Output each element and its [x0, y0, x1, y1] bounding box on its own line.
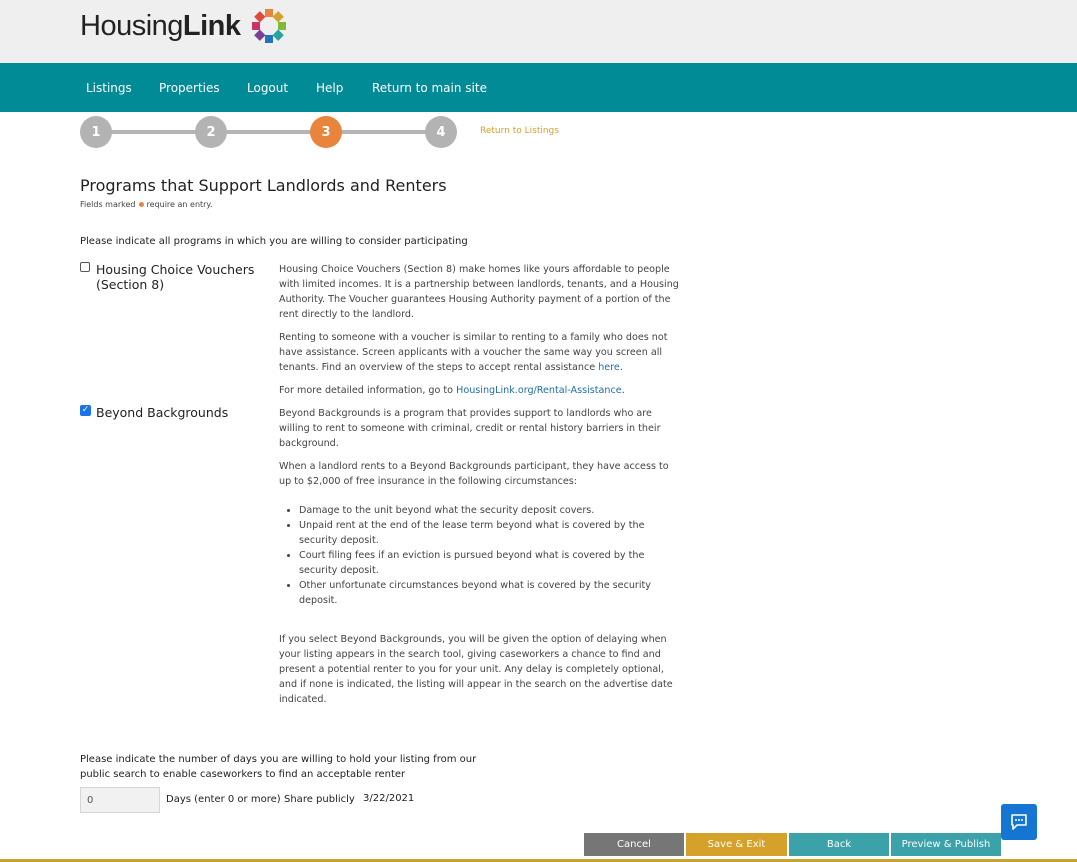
hold-days-question: Please indicate the number of days you are willing to hold your listing from our public search to enable caseworkers to find an acceptable renter: [80, 754, 477, 780]
step-4[interactable]: 4: [425, 116, 457, 148]
progress-stepper: [80, 115, 460, 149]
back-button[interactable]: Back: [789, 833, 889, 856]
step-1[interactable]: 1: [80, 116, 112, 148]
nav-return-main-site[interactable]: Return to main site: [372, 81, 487, 95]
chat-bubble-icon: [1010, 813, 1028, 831]
flower-logo-icon: [249, 6, 289, 46]
step-3-current[interactable]: 3: [310, 116, 342, 148]
bb-closing: If you select Beyond Backgrounds, you will be given the option of delaying when your listing appears in the search tool, giving caseworkers a chance to find and present a potential renter to you for your unit. Any delay is completely optional, and if none is indicated, the listing will appear in the search on the advertise date indicated.: [279, 634, 673, 705]
nav-listings[interactable]: Listings: [86, 81, 132, 95]
days-label: Days (enter 0 or more): [166, 794, 281, 805]
page-title: Programs that Support Landlords and Renters: [80, 176, 447, 195]
checkmark-icon: ✓: [81, 405, 90, 415]
bb-coverage-list: [299, 503, 679, 608]
required-fields-note: [80, 200, 213, 209]
hcv-more-info: For more detailed information, go to HousingLink.org/Rental-Assistance.: [279, 385, 625, 396]
programs-instruction: Please indicate all programs in which you are willing to consider participating: [80, 236, 468, 247]
list-item: • Damage to the unit beyond what the security deposit covers.: [299, 503, 679, 518]
beyond-backgrounds-checkbox[interactable]: [80, 405, 91, 416]
required-note-prefix: Fields marked: [80, 200, 136, 209]
housinglink-logo[interactable]: [80, 6, 289, 46]
save-exit-button[interactable]: Save & Exit: [686, 833, 787, 856]
hcv-checkbox[interactable]: [80, 262, 91, 273]
hcv-label[interactable]: Housing Choice Vouchers (Section 8): [96, 262, 255, 292]
list-item: • Other unfortunate circumstances beyond what is covered by the security deposit.: [299, 578, 679, 608]
required-note-suffix: require an entry.: [146, 200, 213, 209]
bb-paragraph: When a landlord rents to a Beyond Backgrounds participant, they have access to up to $2,000 of free insurance in the following circumstances:: [279, 461, 669, 487]
beyond-backgrounds-label[interactable]: Beyond Backgrounds: [96, 405, 229, 420]
share-date: 3/22/2021: [363, 793, 415, 804]
list-item: • Unpaid rent at the end of the lease term beyond what is covered by the security deposit.: [299, 518, 679, 548]
nav-logout[interactable]: Logout: [247, 81, 289, 95]
hcv-paragraph: Renting to someone with a voucher is similar to renting to a family who does not have assistance. Screen applicants with a voucher the same way you screen all tenants. Find an overview of the steps to accept rental assistance here.: [279, 332, 668, 373]
hcv-paragraph: Housing Choice Vouchers (Section 8) make homes like yours affordable to people with limited incomes. It is a partnership between landlords, tenants, and a Housing Authority. The Voucher guarantees Housing Authority payment of a portion of the rent directly to the landlord.: [279, 264, 679, 320]
list-item: • Court filing fees if an eviction is pursued beyond what is covered by the security deposit.: [299, 548, 679, 578]
nav-properties[interactable]: Properties: [159, 81, 220, 95]
site-header: [0, 0, 1077, 63]
stepper-track: [104, 130, 444, 134]
beyond-backgrounds-description: [279, 406, 679, 715]
hcv-paragraph-text: Renting to someone with a voucher is similar to renting to a family who does not have assistance. Screen applicants with a voucher the same way you screen all tenants. Find an overview of the steps to accept rental assistance: [279, 332, 668, 373]
hcv-description: [279, 262, 679, 406]
hold-days-input[interactable]: [80, 787, 160, 813]
step-2[interactable]: 2: [195, 116, 227, 148]
nav-help[interactable]: Help: [316, 81, 344, 95]
preview-publish-button[interactable]: Preview & Publish: [891, 833, 1001, 856]
return-to-listings-link[interactable]: Return to Listings: [480, 126, 559, 136]
more-info-prefix: For more detailed information, go to: [279, 385, 454, 396]
rental-assistance-link[interactable]: HousingLink.org/Rental-Assistance: [456, 385, 622, 396]
share-publicly-label: Share publicly: [284, 794, 355, 805]
bb-paragraph: Beyond Backgrounds is a program that provides support to landlords who are willing to rent to someone with criminal, credit or rental history barriers in their background.: [279, 408, 661, 449]
required-dot-icon: [139, 202, 144, 207]
logo-text: HousingLink: [80, 9, 241, 42]
chat-button[interactable]: [1001, 804, 1037, 840]
unchecked-box-icon: [80, 262, 90, 272]
cancel-button[interactable]: Cancel: [584, 833, 684, 856]
main-nav: [0, 63, 1077, 112]
rental-assistance-here-link[interactable]: here: [598, 362, 620, 373]
